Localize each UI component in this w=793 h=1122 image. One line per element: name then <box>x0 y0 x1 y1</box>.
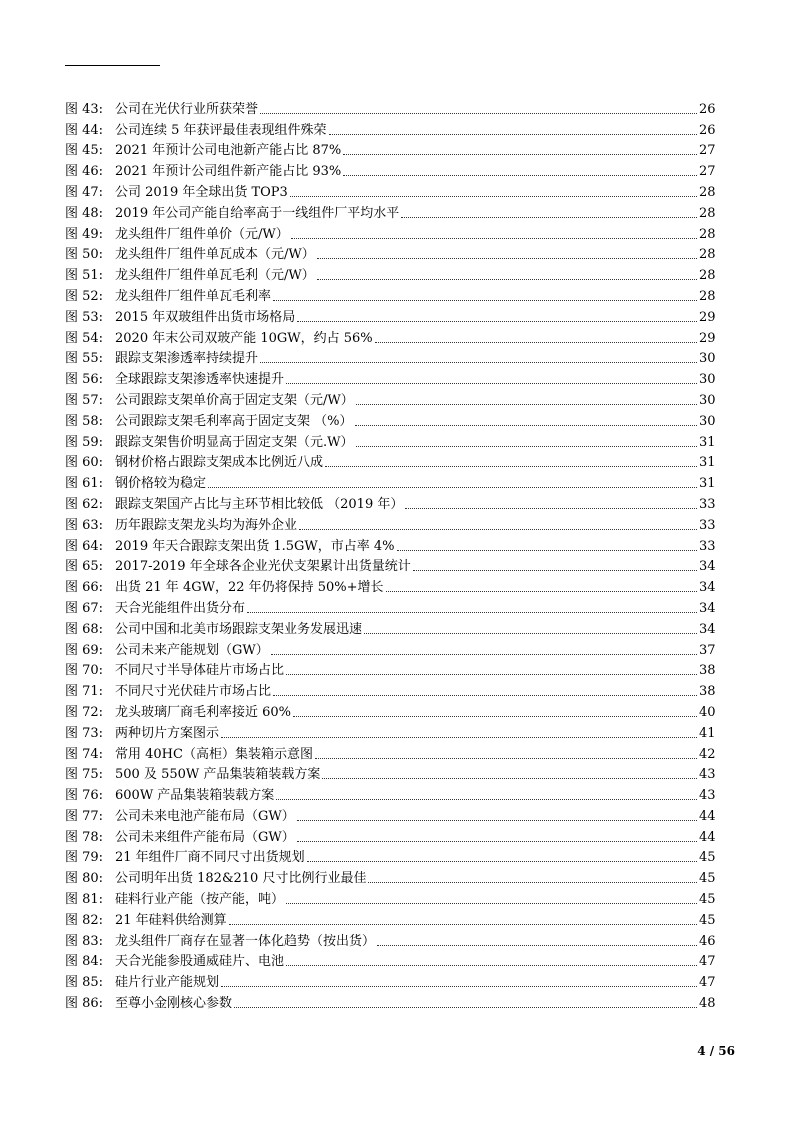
dot-leader <box>317 258 697 259</box>
figure-title[interactable]: 钢材价格占跟踪支架成本比例近八成 <box>115 455 324 471</box>
toc-entry[interactable] <box>65 138 715 159</box>
figure-label: 图 81: <box>65 892 104 908</box>
figure-page-number: 28 <box>699 288 716 304</box>
figure-label: 图 44: <box>65 122 104 138</box>
figure-page-number: 31 <box>699 455 716 471</box>
toc-entry[interactable] <box>65 969 715 990</box>
figure-page-number: 28 <box>699 268 716 284</box>
toc-entry[interactable] <box>65 242 715 263</box>
figure-page-number: 45 <box>699 912 716 928</box>
toc-entry[interactable] <box>65 990 715 1011</box>
figure-label: 图 64: <box>65 538 104 554</box>
toc-entry[interactable] <box>65 824 715 845</box>
dot-leader <box>221 737 697 738</box>
figure-page-number: 28 <box>699 247 716 263</box>
page-number: 4 / 56 <box>697 1044 735 1058</box>
figure-title[interactable]: 2019 年公司产能自给率高于一线组件厂平均水平 <box>115 205 400 221</box>
dot-leader <box>276 799 697 800</box>
toc-entry[interactable] <box>65 158 715 179</box>
figure-title[interactable]: 跟踪支架售价明显高于固定支架（元.W） <box>115 434 354 450</box>
figure-label: 图 66: <box>65 580 104 596</box>
figure-page-number: 45 <box>699 850 716 866</box>
figure-page-number: 41 <box>699 725 716 741</box>
dot-leader <box>208 487 697 488</box>
figure-label: 图 54: <box>65 330 104 346</box>
toc-entry[interactable] <box>65 762 715 783</box>
toc-entry[interactable] <box>65 678 715 699</box>
figure-title[interactable]: 龙头组件厂组件单瓦毛利率 <box>115 288 272 304</box>
dot-leader <box>397 550 697 551</box>
toc-entry[interactable] <box>65 366 715 387</box>
figure-page-number: 29 <box>699 309 716 325</box>
figure-title[interactable]: 2020 年末公司双玻产能 10GW，约占 56% <box>115 330 373 346</box>
figure-title[interactable]: 硅料行业产能（按产能，吨） <box>115 892 285 908</box>
figure-title[interactable]: 天合光能组件出货分布 <box>115 600 246 616</box>
toc-entry[interactable] <box>65 346 715 367</box>
dot-leader <box>297 841 697 842</box>
toc-entry[interactable] <box>65 491 715 512</box>
toc-entry[interactable] <box>65 262 715 283</box>
figure-label: 图 79: <box>65 850 104 866</box>
figure-label: 图 76: <box>65 788 104 804</box>
figure-page-number: 31 <box>699 434 716 450</box>
toc-entry[interactable] <box>65 699 715 720</box>
figure-label: 图 65: <box>65 559 104 575</box>
figure-label: 图 68: <box>65 621 104 637</box>
figure-page-number: 37 <box>699 642 716 658</box>
figure-page-number: 46 <box>699 933 716 949</box>
figure-title[interactable]: 公司 2019 年全球出货 TOP3 <box>115 184 288 200</box>
figure-label: 图 67: <box>65 600 104 616</box>
figure-label: 图 78: <box>65 829 104 845</box>
figure-page-number: 40 <box>699 704 716 720</box>
figure-page-number: 44 <box>699 829 716 845</box>
figure-label: 图 86: <box>65 996 104 1012</box>
toc-entry[interactable] <box>65 720 715 741</box>
dot-leader <box>299 529 697 530</box>
figure-title[interactable]: 全球跟踪支架渗透率快速提升 <box>115 372 285 388</box>
figure-page-number: 34 <box>699 621 716 637</box>
toc-entry[interactable] <box>65 179 715 200</box>
dot-leader <box>413 570 697 571</box>
toc-entry[interactable] <box>65 865 715 886</box>
figure-label: 图 59: <box>65 434 104 450</box>
dot-leader <box>234 1007 697 1008</box>
figure-page-number: 34 <box>699 600 716 616</box>
dot-leader <box>286 383 697 384</box>
dot-leader <box>329 134 697 135</box>
figure-label: 图 77: <box>65 808 104 824</box>
figure-label: 图 63: <box>65 517 104 533</box>
figure-title[interactable]: 2015 年双玻组件出货市场格局 <box>115 309 296 325</box>
figure-page-number: 45 <box>699 871 716 887</box>
toc-entry[interactable] <box>65 512 715 533</box>
figure-title[interactable]: 21 年组件厂商不同尺寸出货规划 <box>115 850 305 866</box>
figure-title[interactable]: 公司连续 5 年获评最佳表现组件殊荣 <box>115 122 327 138</box>
figure-page-number: 38 <box>699 663 716 679</box>
dot-leader <box>356 446 698 447</box>
figure-title[interactable]: 两种切片方案图示 <box>115 725 220 741</box>
figure-page-number: 43 <box>699 767 716 783</box>
figure-page-number: 31 <box>699 476 716 492</box>
figure-page-number: 27 <box>699 164 716 180</box>
figure-label: 图 84: <box>65 954 104 970</box>
dot-leader <box>356 404 697 405</box>
figure-title[interactable]: 500 及 550W 产品集装箱装载方案 <box>115 767 321 783</box>
figure-page-number: 28 <box>699 226 716 242</box>
dot-leader <box>221 986 697 987</box>
figure-label: 图 55: <box>65 351 104 367</box>
toc-entry[interactable] <box>65 387 715 408</box>
toc-entry[interactable] <box>65 616 715 637</box>
figure-page-number: 34 <box>699 559 716 575</box>
figure-page-number: 30 <box>699 351 716 367</box>
toc-entry[interactable] <box>65 117 715 138</box>
figure-label: 图 61: <box>65 476 104 492</box>
figure-page-number: 44 <box>699 808 716 824</box>
toc-entry[interactable] <box>65 741 715 762</box>
figure-label: 图 48: <box>65 205 104 221</box>
figure-title[interactable]: 龙头玻璃厂商毛利率接近 60% <box>115 704 292 720</box>
figure-label: 图 58: <box>65 413 104 429</box>
figure-page-number: 33 <box>699 538 716 554</box>
figure-page-number: 47 <box>699 954 716 970</box>
figure-label: 图 74: <box>65 746 104 762</box>
dot-leader <box>229 924 697 925</box>
figure-page-number: 28 <box>699 184 716 200</box>
figure-title[interactable]: 公司未来产能规划（GW） <box>115 642 269 658</box>
toc-entry[interactable] <box>65 408 715 429</box>
dot-leader <box>375 342 697 343</box>
figure-page-number: 26 <box>699 122 716 138</box>
figure-page-number: 30 <box>699 392 716 408</box>
figure-page-number: 38 <box>699 684 716 700</box>
figure-title[interactable]: 21 年硅料供给测算 <box>115 912 227 928</box>
figure-title[interactable]: 2019 年天合跟踪支架出货 1.5GW，市占率 4% <box>115 538 395 554</box>
figure-title[interactable]: 常用 40HC（高柜）集装箱示意图 <box>115 746 313 762</box>
toc-entry[interactable] <box>65 429 715 450</box>
dot-leader <box>317 279 697 280</box>
toc-entry[interactable] <box>65 470 715 491</box>
figure-title[interactable]: 公司明年出货 182&210 尺寸比例行业最佳 <box>115 871 367 887</box>
dot-leader <box>343 175 697 176</box>
dot-leader <box>401 217 697 218</box>
figure-title[interactable]: 不同尺寸半导体硅片市场占比 <box>115 663 285 679</box>
dot-leader <box>355 425 698 426</box>
dot-leader <box>368 882 697 883</box>
figure-label: 图 45: <box>65 143 104 159</box>
toc-entry[interactable] <box>65 200 715 221</box>
figure-page-number: 27 <box>699 143 716 159</box>
figure-page-number: 45 <box>699 892 716 908</box>
toc-entry[interactable] <box>65 949 715 970</box>
dot-leader <box>271 654 697 655</box>
toc-entry[interactable] <box>65 554 715 575</box>
dot-leader <box>364 633 697 634</box>
dot-leader <box>273 695 697 696</box>
figure-label: 图 85: <box>65 975 104 991</box>
dot-leader <box>307 861 697 862</box>
toc-entry[interactable] <box>65 325 715 346</box>
figure-label: 图 62: <box>65 496 104 512</box>
figure-title[interactable]: 至尊小金刚核心参数 <box>115 996 233 1012</box>
figure-title[interactable]: 龙头组件厂商存在显著一体化趋势（按出货） <box>115 933 376 949</box>
figure-page-number: 43 <box>699 788 716 804</box>
figure-page-number: 29 <box>699 330 716 346</box>
figure-title[interactable]: 龙头组件厂组件单瓦毛利（元/W） <box>115 268 315 284</box>
figure-page-number: 33 <box>699 496 716 512</box>
toc-entry[interactable] <box>65 533 715 554</box>
figure-label: 图 56: <box>65 372 104 388</box>
dot-leader <box>286 674 697 675</box>
figure-label: 图 47: <box>65 184 104 200</box>
figure-label: 图 71: <box>65 684 104 700</box>
figure-page-number: 42 <box>699 746 716 762</box>
dot-leader <box>325 466 697 467</box>
toc-entry[interactable] <box>65 450 715 471</box>
dot-leader <box>260 113 697 114</box>
figure-label: 图 50: <box>65 247 104 263</box>
figure-label: 图 60: <box>65 455 104 471</box>
dot-leader <box>343 154 697 155</box>
figure-label: 图 73: <box>65 725 104 741</box>
dot-leader <box>322 778 697 779</box>
dot-leader <box>286 965 697 966</box>
figure-title[interactable]: 跟踪支架国产占比与主环节相比较低 （2019 年） <box>115 496 404 512</box>
figure-label: 图 51: <box>65 268 104 284</box>
dot-leader <box>377 945 697 946</box>
dot-leader <box>405 508 697 509</box>
figure-title[interactable]: 公司未来组件产能布局（GW） <box>115 829 295 845</box>
figure-label: 图 83: <box>65 933 104 949</box>
figure-title[interactable]: 历年跟踪支架龙头均为海外企业 <box>115 517 298 533</box>
toc-entry[interactable] <box>65 574 715 595</box>
dot-leader <box>315 758 697 759</box>
figure-label: 图 72: <box>65 704 104 720</box>
figure-label: 图 69: <box>65 642 104 658</box>
toc-entry[interactable] <box>65 928 715 949</box>
figure-title[interactable]: 600W 产品集装箱装载方案 <box>115 788 275 804</box>
dot-leader <box>297 321 697 322</box>
dot-leader <box>247 612 697 613</box>
figure-title[interactable]: 龙头组件厂组件单瓦成本（元/W） <box>115 247 315 263</box>
figure-label: 图 43: <box>65 101 104 117</box>
figure-title[interactable]: 钢价格较为稳定 <box>115 476 207 492</box>
figure-page-number: 34 <box>699 580 716 596</box>
figure-page-number: 28 <box>699 205 716 221</box>
figure-title[interactable]: 天合光能参股通威硅片、电池 <box>115 954 285 970</box>
toc-entry[interactable] <box>65 283 715 304</box>
toc-entry[interactable] <box>65 907 715 928</box>
figure-label: 图 49: <box>65 226 104 242</box>
figure-title[interactable]: 龙头组件厂组件单价（元/W） <box>115 226 289 242</box>
figure-title[interactable]: 硅片行业产能规划 <box>115 975 220 991</box>
figure-title[interactable]: 出货 21 年 4GW，22 年仍将保持 50%+增长 <box>115 580 384 596</box>
figure-title[interactable]: 跟踪支架渗透率持续提升 <box>115 351 259 367</box>
dot-leader <box>286 903 697 904</box>
dot-leader <box>297 820 697 821</box>
figure-page-number: 30 <box>699 372 716 388</box>
dot-leader <box>386 591 697 592</box>
toc-entry[interactable] <box>65 803 715 824</box>
figure-title[interactable]: 2021 年预计公司电池新产能占比 87% <box>115 143 342 159</box>
figure-label: 图 46: <box>65 164 104 180</box>
figure-page-number: 48 <box>699 996 716 1012</box>
figure-title[interactable]: 不同尺寸光伏硅片市场占比 <box>115 684 272 700</box>
dot-leader <box>293 716 697 717</box>
figure-label: 图 75: <box>65 767 104 783</box>
figure-title[interactable]: 2017-2019 年全球各企业光伏支架累计出货量统计 <box>115 559 411 575</box>
figure-title[interactable]: 公司未来电池产能布局（GW） <box>115 808 295 824</box>
figure-title[interactable]: 公司跟踪支架毛利率高于固定支架 （%） <box>115 413 353 429</box>
figure-page-number: 30 <box>699 413 716 429</box>
figure-title[interactable]: 公司跟踪支架单价高于固定支架（元/W） <box>115 392 354 408</box>
toc-entry[interactable] <box>65 221 715 242</box>
figure-table-of-contents <box>65 96 715 1011</box>
figure-label: 图 80: <box>65 871 104 887</box>
toc-entry[interactable] <box>65 637 715 658</box>
dot-leader <box>273 300 697 301</box>
figure-label: 图 57: <box>65 392 104 408</box>
figure-title[interactable]: 2021 年预计公司组件新产能占比 93% <box>115 164 342 180</box>
figure-label: 图 52: <box>65 288 104 304</box>
figure-page-number: 26 <box>699 101 716 117</box>
figure-title[interactable]: 公司中国和北美市场跟踪支架业务发展迅速 <box>115 621 363 637</box>
figure-label: 图 53: <box>65 309 104 325</box>
toc-entry[interactable] <box>65 595 715 616</box>
toc-entry[interactable] <box>65 304 715 325</box>
toc-entry[interactable] <box>65 658 715 679</box>
figure-label: 图 70: <box>65 663 104 679</box>
toc-entry[interactable] <box>65 96 715 117</box>
dot-leader <box>290 196 697 197</box>
header-rule <box>65 65 160 66</box>
dot-leader <box>291 238 697 239</box>
toc-entry[interactable] <box>65 845 715 866</box>
figure-page-number: 33 <box>699 517 716 533</box>
figure-title[interactable]: 公司在光伏行业所获荣誉 <box>115 101 259 117</box>
figure-page-number: 47 <box>699 975 716 991</box>
dot-leader <box>260 362 697 363</box>
figure-label: 图 82: <box>65 912 104 928</box>
toc-entry[interactable] <box>65 782 715 803</box>
toc-entry[interactable] <box>65 886 715 907</box>
